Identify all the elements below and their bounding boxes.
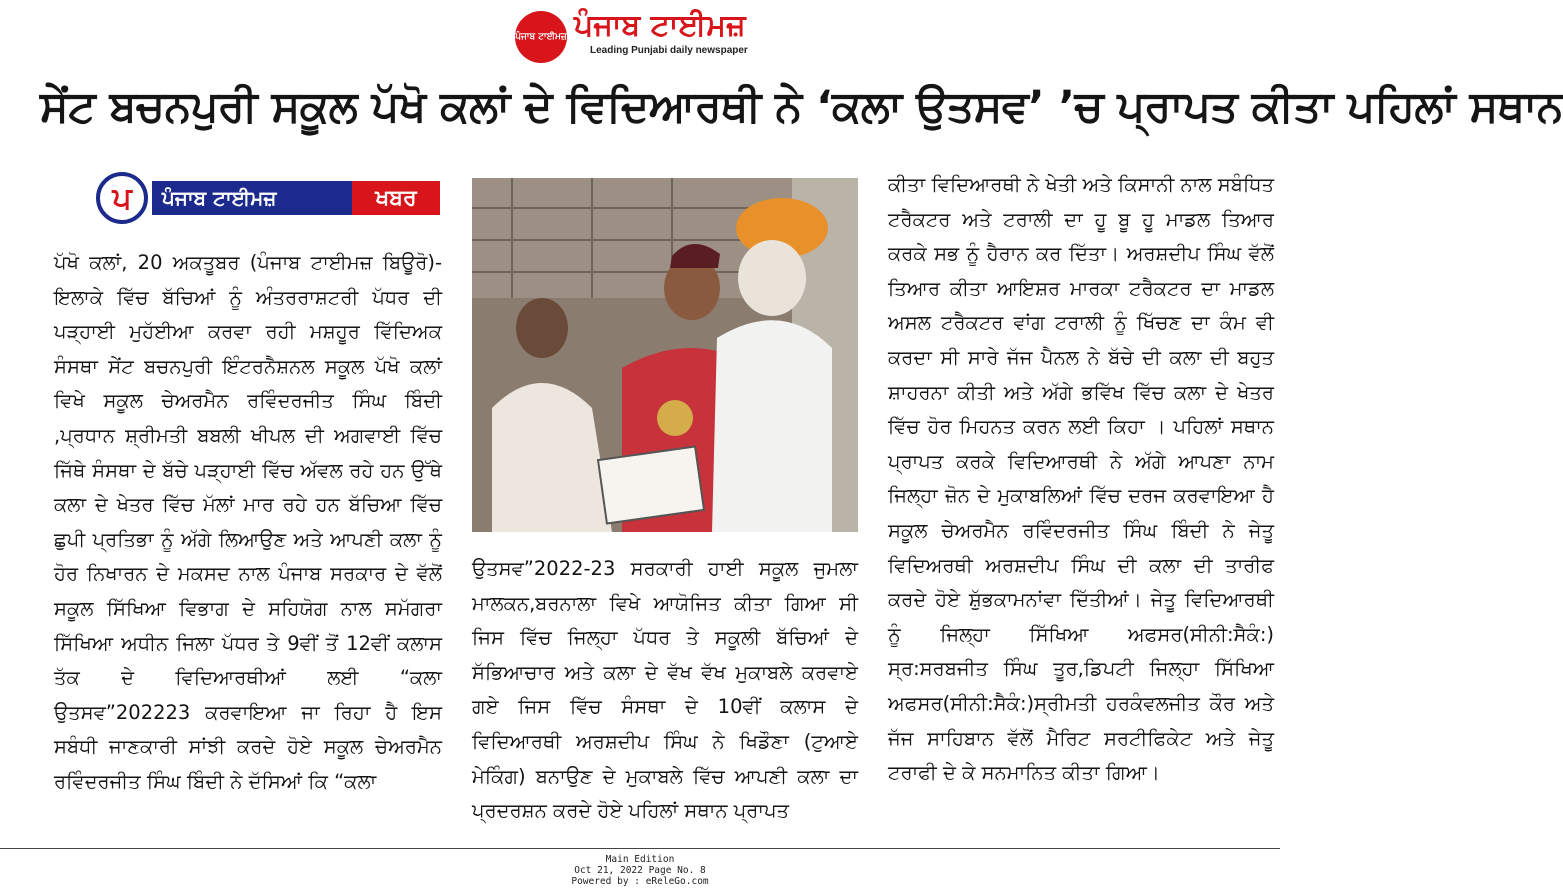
page-footer xyxy=(0,848,1280,893)
footer-date-page: Oct 21, 2022 Page No. 8 xyxy=(574,865,706,876)
article-headline: ਸੇਂਟ ਬਚਨਪੁਰੀ ਸਕੂਲ ਪੱਖੋ ਕਲਾਂ ਦੇ ਵਿਦਿਆਰਥੀ ਨੇ ‘ਕਲਾ ਉਤਸਵ’ ’ਚ ਪ੍ਰਾਪਤ ਕੀਤਾ ਪਹਿਲਾਂ ਸਥਾਨ xyxy=(40,82,1563,132)
trophy-medal xyxy=(657,400,693,436)
merit-certificate xyxy=(598,446,704,523)
masthead xyxy=(0,0,1280,66)
banner-logo-icon xyxy=(96,172,148,224)
article-column-2: ਉਤਸਵ”2022-23 ਸਰਕਾਰੀ ਹਾਈ ਸਕੂਲ ਜੁਮਲਾ ਮਾਲਕਨ,ਬਰਨਾਲਾ ਵਿਖੇ ਆਯੋਜਿਤ ਕੀਤਾ ਗਿਆ ਸੀ ਜਿਸ ਵਿੱਚ ਜਿਲ੍ਹਾ ਪੱਧਰ ਤੇ ਸਕੂਲੀ ਬੱਚਿਆਂ ਦੇ ਸੱਭਿਆਚਾਰ ਅਤੇ ਕਲਾ ਦੇ ਵੱਖ ਵੱਖ ਮੁਕਾਬਲੇ ਕਰਵਾਏ ਗਏ ਜਿਸ ਵਿੱਚ ਸੰਸਥਾ ਦੇ 10ਵੀਂ ਕਲਾਸ ਦੇ ਵਿਦਿਆਰਥੀ ਅਰਸ਼ਦੀਪ ਸਿੰਘ ਨੇ ਖਿਡੌਣਾ (ਟੁਆਏ ਮੇਕਿੰਗ) ਬਨਾਉਣ ਦੇ ਮੁਕਾਬਲੇ ਵਿੱਚ ਆਪਣੀ ਕਲਾ ਦਾ ਪ੍ਰਦਰਸ਼ਨ ਕਰਦੇ ਹੋਏ ਪਹਿਲਾਂ ਸਥਾਨ ਪ੍ਰਾਪਤ xyxy=(472,557,858,823)
logo-badge xyxy=(515,11,567,63)
banner-tag: ਖਬਰ xyxy=(352,181,440,215)
article-column-1: ਪੱਖੋ ਕਲਾਂ, 20 ਅਕਤੂਬਰ (ਪੰਜਾਬ ਟਾਈਮਜ਼ ਬਿਊਰੋ)- ਇਲਾਕੇ ਵਿੱਚ ਬੱਚਿਆਂ ਨੂੰ ਅੰਤਰਰਾਸ਼ਟਰੀ ਪੱਧਰ ਦੀ ਪੜ੍ਹਾਈ ਮੁਹੱਈਆ ਕਰਵਾ ਰਹੀ ਮਸ਼ਹੂਰ ਵਿੱਦਿਅਕ ਸੰਸਥਾ ਸੇਂਟ ਬਚਨਪੁਰੀ ਇੰਟਰਨੈਸ਼ਨਲ ਸਕੂਲ ਪੱਖੋ ਕਲਾਂ ਵਿਖੇ ਸਕੂਲ ਚੇਅਰਮੈਨ ਰਵਿੰਦਰਜੀਤ ਸਿੰਘ ਬਿੰਦੀ ,ਪ੍ਰਧਾਨ ਸ਼੍ਰੀਮਤੀ ਬਬਲੀ ਖੀਪਲ ਦੀ ਅਗਵਾਈ ਵਿੱਚ ਜਿੱਥੇ ਸੰਸਥਾ ਦੇ ਬੱਚੇ ਪੜ੍ਹਾਈ ਵਿੱਚ ਅੱਵਲ ਰਹੇ ਹਨ ਉੱਥੇ ਕਲਾ ਦੇ ਖੇਤਰ ਵਿੱਚ ਮੱਲਾਂ ਮਾਰ ਰਹੇ ਹਨ ਬੱਚਿਆ ਵਿੱਚ ਛੁਪੀ ਪ੍ਰਤਿਭਾ ਨੂੰ ਅੱਗੇ ਲਿਆਉਣ ਅਤੇ ਆਪਣੀ ਕਲਾ ਨੂੰ ਹੋਰ ਨਿਖਾਰਨ ਦੇ ਮਕਸਦ ਨਾਲ ਪੰਜਾਬ ਸਰਕਾਰ ਦੇ ਵੱਲੋਂ ਸਕੂਲ ਸਿੱਖਿਆ ਵਿਭਾਗ ਦੇ ਸਹਿਯੋਗ ਨਾਲ ਸਮੱਗਰਾ ਸਿੱਖਿਆ ਅਧੀਨ ਜਿਲਾ ਪੱਧਰ ਤੇ 9ਵੀਂ ਤੋਂ 12ਵੀਂ ਕਲਾਸ ਤੱਕ ਦੇ ਵਿਦਿਆਰਥੀਆਂ ਲਈ “ਕਲਾ ਉਤਸਵ”202223 ਕਰਵਾਇਆ ਜਾ ਰਿਹਾ ਹੈ ਇਸ ਸਬੰਧੀ ਜਾਣਕਾਰੀ ਸਾਂਝੀ ਕਰਦੇ ਹੋਏ ਸਕੂਲ ਚੇਅਰਮੈਨ ਰਵਿੰਦਰਜੀਤ ਸਿੰਘ ਬਿੰਦੀ ਨੇ ਦੱਸਿਆਂ ਕਿ “ਕਲਾ xyxy=(54,251,442,793)
banner-name: ਪੰਜਾਬ ਟਾਈਮਜ਼ xyxy=(152,181,352,215)
logo-badge-text: ਪੰਜਾਬ ਟਾਈਮਜ਼ xyxy=(515,31,567,42)
news-photo xyxy=(472,178,858,532)
banner-letter: ਪ xyxy=(112,180,132,216)
section-banner xyxy=(82,172,442,224)
woman-head xyxy=(516,298,568,358)
footer-edition: Main Edition xyxy=(605,854,675,865)
article-column-3: ਕੀਤਾ ਵਿਦਿਆਰਥੀ ਨੇ ਖੇਤੀ ਅਤੇ ਕਿਸਾਨੀ ਨਾਲ ਸਬੰਧਿਤ ਟਰੈਕਟਰ ਅਤੇ ਟਰਾਲੀ ਦਾ ਹੂ ਬੂ ਹੂ ਮਾਡਲ ਤਿਆਰ ਕਰਕੇ ਸਭ ਨੂੰ ਹੈਰਾਨ ਕਰ ਦਿੱਤਾ। ਅਰਸ਼ਦੀਪ ਸਿੰਘ ਵੱਲੋਂ ਤਿਆਰ ਕੀਤਾ ਆਇਸ਼ਰ ਮਾਰਕਾ ਟਰੈਕਟਰ ਦਾ ਮਾਡਲ ਅਸਲ ਟਰੈਕਟਰ ਵਾਂਗ ਟਰਾਲੀ ਨੂੰ ਖਿੱਚਣ ਦਾ ਕੰਮ ਵੀ ਕਰਦਾ ਸੀ ਸਾਰੇ ਜੱਜ ਪੈਨਲ ਨੇ ਬੱਚੇ ਦੀ ਕਲਾ ਦੀ ਬਹੁਤ ਸ਼ਾਹਰਨਾ ਕੀਤੀ ਅਤੇ ਅੱਗੇ ਭਵਿੱਖ ਵਿੱਚ ਕਲਾ ਦੇ ਖੇਤਰ ਵਿੱਚ ਹੋਰ ਮਿਹਨਤ ਕਰਨ ਲਈ ਕਿਹਾ । ਪਹਿਲਾਂ ਸਥਾਨ ਪ੍ਰਾਪਤ ਕਰਕੇ ਵਿਦਿਆਰਥੀ ਨੇ ਅੱਗੇ ਆਪਣਾ ਨਾਮ ਜਿਲ੍ਹਾ ਜ਼ੋਨ ਦੇ ਮੁਕਾਬਲਿਆਂ ਵਿੱਚ ਦਰਜ ਕਰਵਾਇਆ ਹੈ ਸਕੂਲ ਚੇਅਰਮੈਨ ਰਵਿੰਦਰਜੀਤ ਸਿੰਘ ਬਿੰਦੀ ਨੇ ਜੇਤੂ ਵਿਦਿਅਰਥੀ ਅਰਸ਼ਦੀਪ ਸਿੰਘ ਦੀ ਕਲਾ ਦੀ ਤਾਰੀਫ ਕਰਦੇ ਹੋਏ ਸ਼ੁੱਭਕਾਮਨਾਂਵਾ ਦਿੱਤੀਆਂ। ਜੇਤੂ ਵਿਦਿਆਰਥੀ ਨੂੰ ਜਿਲ੍ਹਾ ਸਿੱਖਿਆ ਅਫਸਰ(ਸੀਨੀ:ਸੈਕੰ:) ਸ੍ਰ:ਸਰਬਜੀਤ ਸਿੰਘ ਤੂਰ,ਡਿਪਟੀ ਜਿਲ੍ਹਾ ਸਿੱਖਿਆ ਅਫਸਰ(ਸੀਨੀ:ਸੈਕੰ:)ਸ੍ਰੀਮਤੀ ਹਰਕੰਵਲਜੀਤ ਕੌਰ ਅਤੇ ਜੱਜ ਸਾਹਿਬਾਨ ਵੱਲੋਂ ਮੈਰਿਟ ਸਰਟੀਫਿਕੇਟ ਅਤੇ ਜੇਤੂ ਟਰਾਫੀ ਦੇ ਕੇ ਸਨਮਾਨਿਤ ਕੀਤਾ ਗਿਆ। xyxy=(888,173,1274,785)
man-kurta xyxy=(712,320,832,532)
newspaper-tagline: Leading Punjabi daily newspaper xyxy=(590,45,748,56)
footer-powered-by: Powered by : eReleGo.com xyxy=(571,876,709,887)
newspaper-title: ਪੰਜਾਬ ਟਾਈਮਜ਼ xyxy=(574,8,746,43)
man-beard xyxy=(738,240,806,316)
